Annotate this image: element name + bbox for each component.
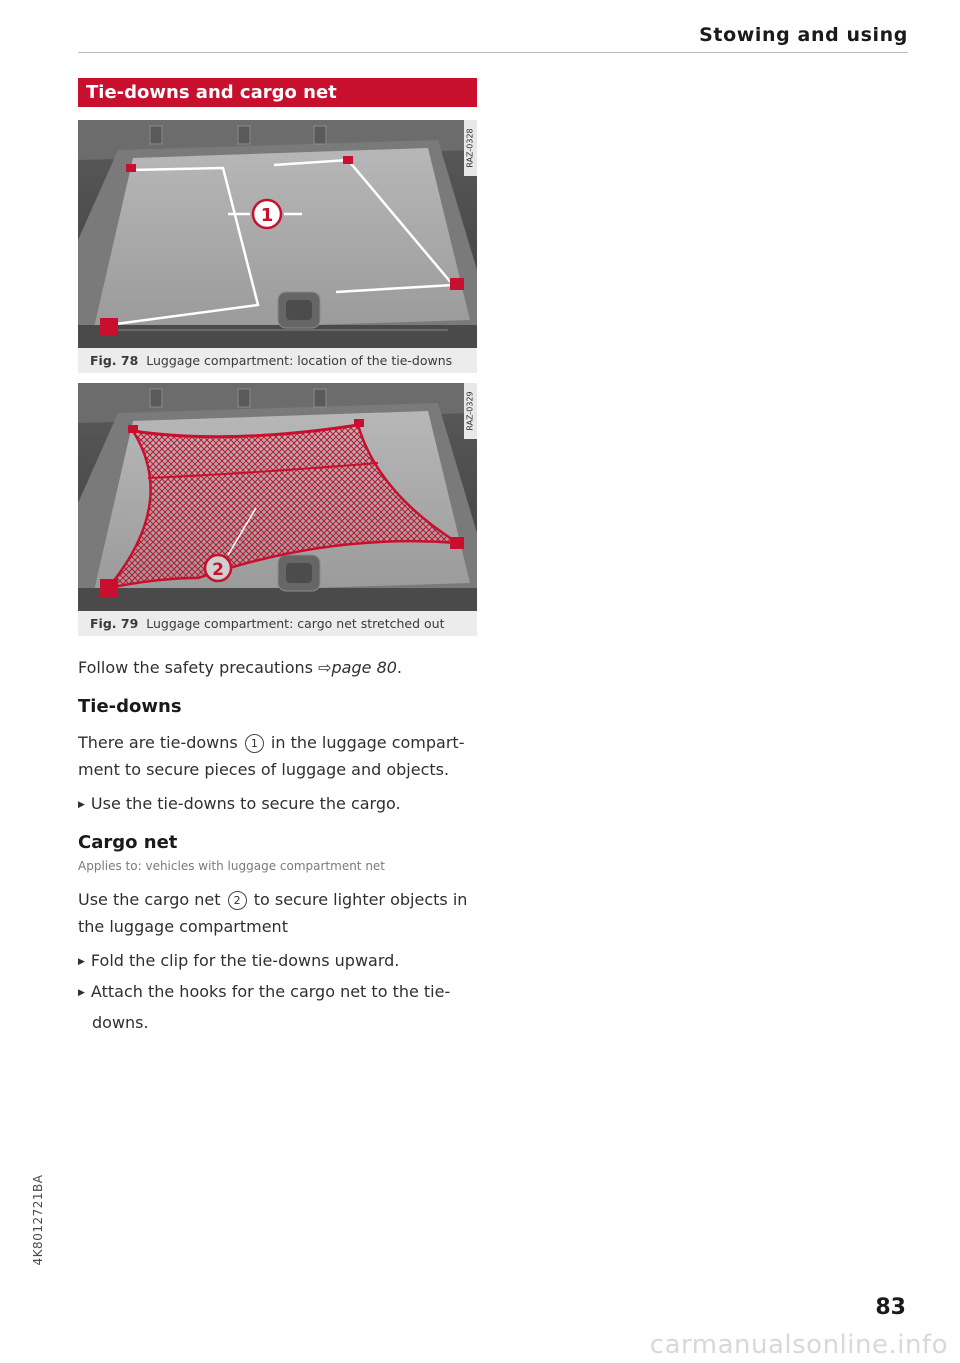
safety-intro — [78, 654, 478, 681]
figure-78-code: RAZ-0328 — [465, 128, 475, 168]
figure-79-caption-text: Luggage compartment: cargo net stretched out — [146, 616, 445, 631]
figure-79-illustration — [78, 383, 477, 611]
cross-reference-arrow-icon: ⇨ — [318, 658, 332, 677]
callout-1: 1 — [260, 205, 274, 226]
cargo-net-heading: Cargo net — [78, 832, 178, 853]
callout-ref-2: 2 — [228, 891, 247, 910]
figure-79 — [78, 383, 477, 636]
intro-text: Follow the safety precautions — [78, 658, 314, 677]
tie-downs-text-c: ment to secure pieces of luggage and objects. — [78, 760, 450, 779]
cargo-net-step-1: ▶ Fold the clip for the tie-downs upward. — [78, 947, 478, 978]
running-header: Stowing and using — [699, 24, 908, 46]
cargo-net-paragraph — [78, 886, 478, 940]
tie-downs-paragraph — [78, 729, 478, 783]
page-number: 83 — [875, 1295, 906, 1320]
tie-downs-step-1: ▶ Use the tie-downs to secure the cargo. — [78, 790, 478, 821]
cargo-net-text-c: the luggage compartment — [78, 917, 288, 936]
document-code-text: 4K8012721BA — [31, 1174, 45, 1266]
figure-78 — [78, 120, 477, 373]
figure-79-code: RAZ-0329 — [465, 391, 475, 431]
page-reference-link[interactable]: page 80 — [331, 658, 397, 677]
cargo-net-step-2: ▶ Attach the hooks for the cargo net to the tie- — [78, 978, 478, 1009]
figure-78-number: Fig. 78 — [90, 353, 139, 368]
figure-78-illustration — [78, 120, 477, 348]
tie-downs-text-b: in the luggage compart- — [270, 733, 465, 752]
cargo-net-text-b: to secure lighter objects in — [253, 890, 468, 909]
figure-79-number: Fig. 79 — [90, 616, 139, 631]
figure-79-caption — [78, 611, 477, 636]
callout-ref-1: 1 — [245, 734, 264, 753]
document-code — [28, 1150, 48, 1290]
header-rule — [78, 52, 908, 53]
section-title: Tie-downs and cargo net — [78, 78, 477, 107]
cargo-net-steps — [78, 947, 478, 1036]
tie-downs-text-a: There are tie-downs — [78, 733, 238, 752]
cargo-net-step-2-cont: downs. — [92, 1013, 149, 1032]
watermark: carmanualsonline.info — [649, 1330, 948, 1360]
tie-downs-step — [78, 790, 478, 821]
figure-78-caption — [78, 348, 477, 373]
callout-2: 2 — [212, 560, 224, 580]
tie-downs-heading: Tie-downs — [78, 696, 182, 717]
cargo-net-text-a: Use the cargo net — [78, 890, 221, 909]
cargo-net-applies: Applies to: vehicles with luggage compartment net — [78, 859, 386, 873]
figure-78-caption-text: Luggage compartment: location of the tie-downs — [146, 353, 453, 368]
intro-end: . — [396, 658, 403, 677]
